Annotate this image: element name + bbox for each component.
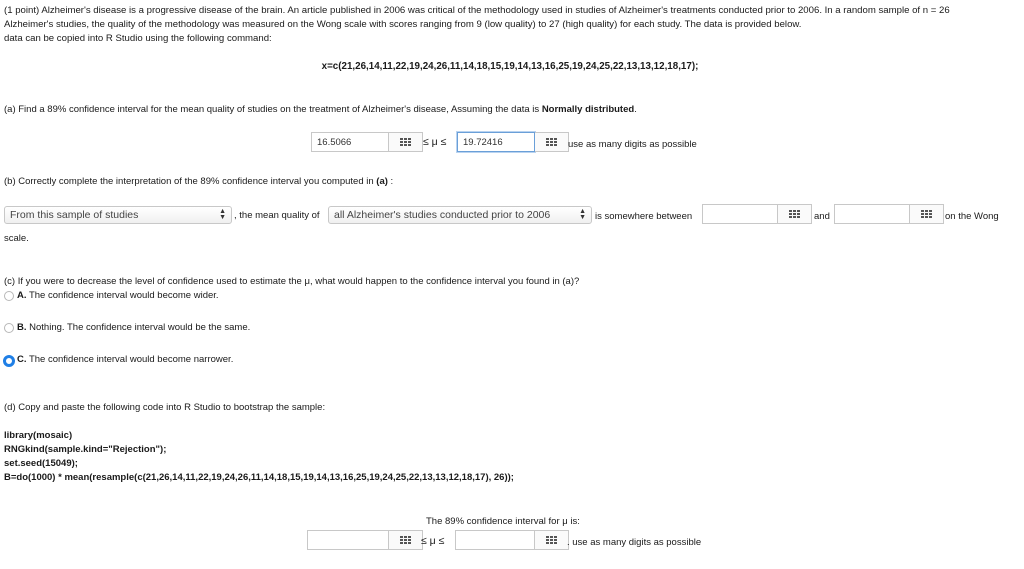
part-b-text-1: , the mean quality of — [234, 210, 320, 221]
problem-intro — [4, 4, 1020, 46]
option-c-label — [17, 354, 233, 365]
intro-line-3: data can be copied into R Studio using the following command: — [4, 33, 272, 44]
option-c-text: The confidence interval would become narrower. — [28, 354, 234, 365]
part-b-text-4: scale. — [4, 233, 29, 244]
option-a-radio[interactable] — [4, 291, 14, 301]
option-b-radio[interactable] — [4, 323, 14, 333]
option-c-radio[interactable] — [3, 355, 15, 367]
part-b-text-3: on the Wong — [945, 211, 999, 222]
option-b-letter: B. — [17, 322, 27, 333]
part-d-inequality: ≤ μ ≤ — [421, 535, 445, 547]
code-line: B=do(1000) * mean(resample(c(21,26,14,11,22,19,24,26,11,14,18,15,19,14,13,16,25,19,24,25,22,13,13,12,18,17), 26)); — [4, 472, 514, 483]
part-d-upper-matrix-button[interactable] — [535, 530, 569, 550]
part-a-question — [4, 104, 637, 115]
matrix-grid-icon — [789, 210, 800, 218]
part-a-question-bold: Normally distributed — [541, 104, 635, 115]
part-a-upper-matrix-button[interactable] — [535, 132, 569, 152]
code-block — [4, 429, 514, 485]
code-line: set.seed(15049); — [4, 458, 78, 469]
intro-line-1: (1 point) Alzheimer's disease is a progressive disease of the brain. An article published in 2006 was critical of the methodology used in studies of Alzheimer's treatments conducted prior to 2006. In a random sample of n = 26 — [4, 5, 950, 16]
part-b-question-text: (b) Correctly complete the interpretation of the 89% confidence interval you computed in — [4, 176, 377, 187]
part-b-lower-matrix-button[interactable] — [778, 204, 812, 224]
matrix-grid-icon — [546, 138, 557, 146]
part-b-upper-matrix-button[interactable] — [910, 204, 944, 224]
part-b-question-suffix: : — [387, 176, 394, 187]
part-d-hint: . use as many digits as possible — [567, 537, 702, 548]
code-line: library(mosaic) — [4, 430, 73, 441]
part-b-sample-select[interactable] — [4, 206, 232, 224]
part-a-lower-input[interactable]: 16.5066 — [311, 132, 389, 152]
option-a-text: The confidence interval would become wider. — [28, 290, 219, 301]
part-d-upper-input[interactable] — [455, 530, 535, 550]
intro-line-2: Alzheimer's studies, the quality of the methodology was measured on the Wong scale with scores ranging from 9 (low quality) to 27 (high quality) for each study. The data is provided below. — [4, 19, 802, 30]
part-b-question — [4, 176, 393, 187]
part-b-question-bold: (a) — [376, 176, 388, 187]
option-b-label — [17, 322, 250, 333]
part-d-lower-matrix-button[interactable] — [389, 530, 423, 550]
part-a-lower-matrix-button[interactable] — [389, 132, 423, 152]
part-a-hint: use as many digits as possible — [568, 139, 697, 150]
up-down-arrows-icon: ▲ ▼ — [579, 208, 586, 221]
part-a-question-text: (a) Find a 89% confidence interval for the mean quality of studies on the treatment of Alzheimer's disease, Assuming the data is — [4, 104, 542, 115]
code-line: RNGkind(sample.kind="Rejection"); — [4, 444, 167, 455]
part-b-sample-select-value: From this sample of studies — [10, 209, 139, 221]
part-b-and-text: and — [814, 211, 830, 222]
matrix-grid-icon — [400, 536, 411, 544]
up-down-arrows-icon: ▲ ▼ — [219, 208, 226, 221]
matrix-grid-icon — [400, 138, 411, 146]
matrix-grid-icon — [546, 536, 557, 544]
part-a-inequality: ≤ μ ≤ — [423, 136, 447, 148]
part-a-upper-input[interactable]: 19.72416 — [457, 132, 535, 152]
part-b-upper-input[interactable] — [834, 204, 910, 224]
matrix-grid-icon — [921, 210, 932, 218]
part-b-population-select-value: all Alzheimer's studies conducted prior to 2006 — [334, 209, 551, 221]
part-a-question-suffix: . — [634, 104, 637, 115]
option-b-text: Nothing. The confidence interval would be the same. — [29, 322, 251, 333]
part-b-lower-input[interactable] — [702, 204, 778, 224]
part-b-population-select[interactable] — [328, 206, 592, 224]
part-d-lower-input[interactable] — [307, 530, 389, 550]
option-a-letter: A. — [17, 290, 27, 301]
option-a-label — [17, 290, 219, 301]
data-command: x=c(21,26,14,11,22,19,24,26,11,14,18,15,19,14,13,16,25,19,24,25,22,13,13,12,18,17); — [321, 61, 699, 72]
part-c-question: (c) If you were to decrease the level of confidence used to estimate the μ, what would happen to the confidence interval you found in (a)? — [4, 276, 580, 287]
part-d-ci-label: The 89% confidence interval for μ is: — [426, 516, 580, 527]
option-c-letter: C. — [17, 354, 27, 365]
part-d-question: (d) Copy and paste the following code into R Studio to bootstrap the sample: — [4, 402, 326, 413]
part-b-text-2: is somewhere between — [595, 211, 693, 222]
